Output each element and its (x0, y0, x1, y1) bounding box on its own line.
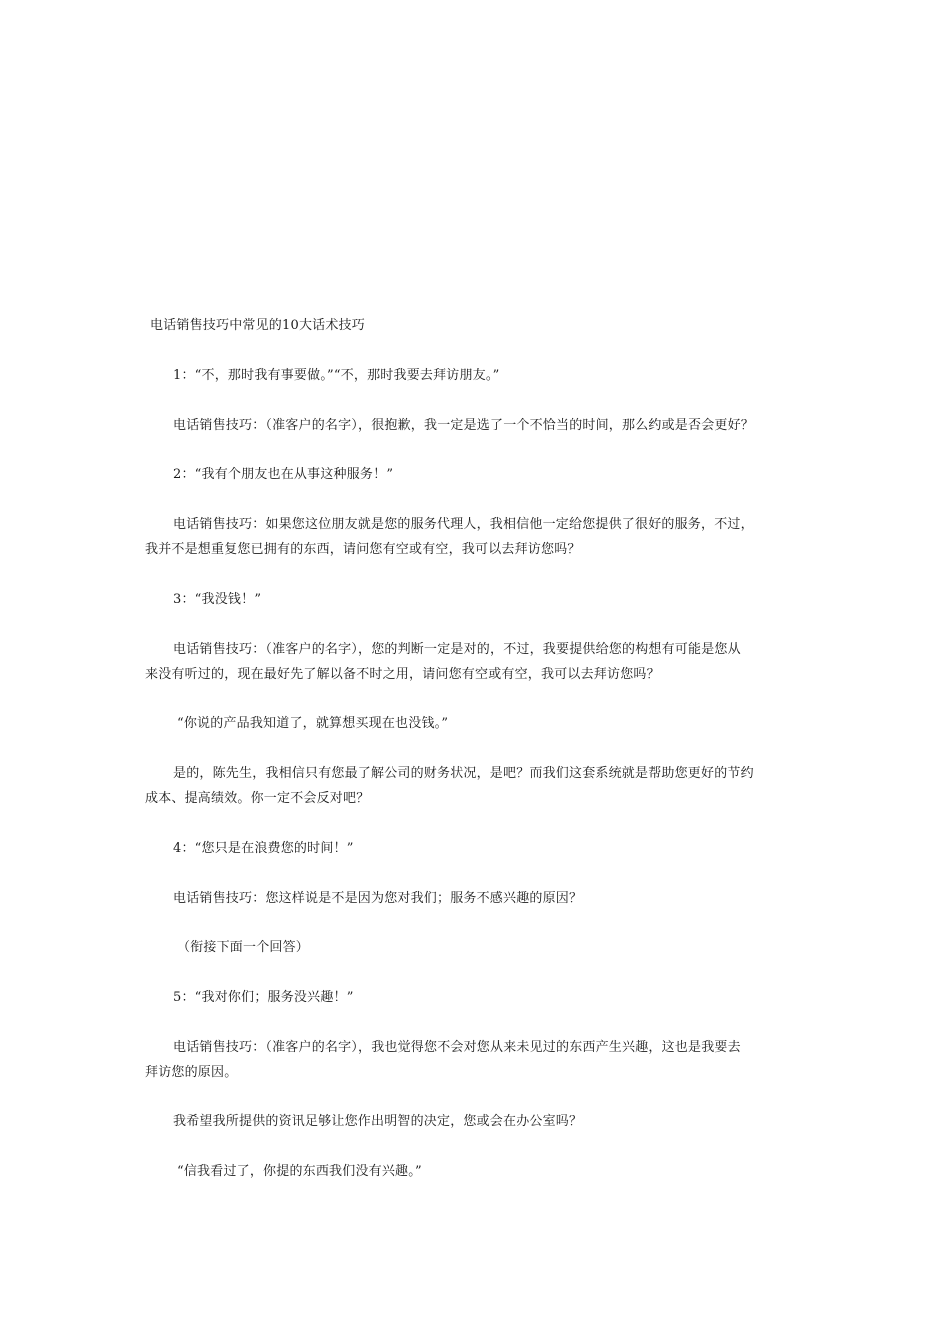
objection-5: 5：“我对你们；服务没兴趣！” (173, 990, 354, 1005)
technique-2-line-1: 电话销售技巧：如果您这位朋友就是您的服务代理人，我相信他一定给您提供了很好的服务，不过， (173, 517, 754, 532)
technique-5-line-2: 拜访您的原因。 (145, 1065, 238, 1080)
document-title: 电话销售技巧中常见的10大话术技巧 (150, 318, 365, 333)
technique-4: 电话销售技巧：您这样说是不是因为您对我们；服务不感兴趣的原因？ (173, 891, 583, 906)
connector-note: （衔接下面一个回答） (177, 940, 310, 955)
response-2: 我希望我所提供的资讯足够让您作出明智的决定，您或会在办公室吗？ (173, 1114, 583, 1129)
technique-2-line-2: 我并不是想重复您已拥有的东西，请问您有空或有空，我可以去拜访您吗？ (145, 542, 581, 557)
objection-1: 1：“不，那时我有事要做。”“不，那时我要去拜访朋友。” (173, 368, 500, 383)
objection-2: 2：“我有个朋友也在从事这种服务！” (173, 467, 394, 482)
objection-3: 3：“我没钱！” (173, 592, 262, 607)
response-1-line-1: 是的，陈先生，我相信只有您最了解公司的财务状况，是吧？而我们这套系统就是帮助您更好的节约 (173, 766, 754, 781)
technique-1: 电话销售技巧：（准客户的名字），很抱歉，我一定是选了一个不恰当的时间，那么约或是否会更好？ (173, 418, 755, 433)
technique-3-line-2: 来没有听过的，现在最好先了解以备不时之用，请问您有空或有空，我可以去拜访您吗？ (145, 667, 660, 682)
customer-quote-2: “信我看过了，你提的东西我们没有兴趣。” (177, 1164, 422, 1179)
objection-4: 4：“您只是在浪费您的时间！” (173, 841, 354, 856)
response-1-line-2: 成本、提高绩效。你一定不会反对吧？ (145, 791, 370, 806)
technique-3-line-1: 电话销售技巧：（准客户的名字），您的判断一定是对的，不过，我要提供给您的构想有可能是您从 (173, 642, 741, 657)
technique-5-line-1: 电话销售技巧：（准客户的名字），我也觉得您不会对您从来未见过的东西产生兴趣，这也是我要去 (173, 1040, 741, 1055)
customer-quote-1: “你说的产品我知道了，就算想买现在也没钱。” (177, 716, 449, 731)
